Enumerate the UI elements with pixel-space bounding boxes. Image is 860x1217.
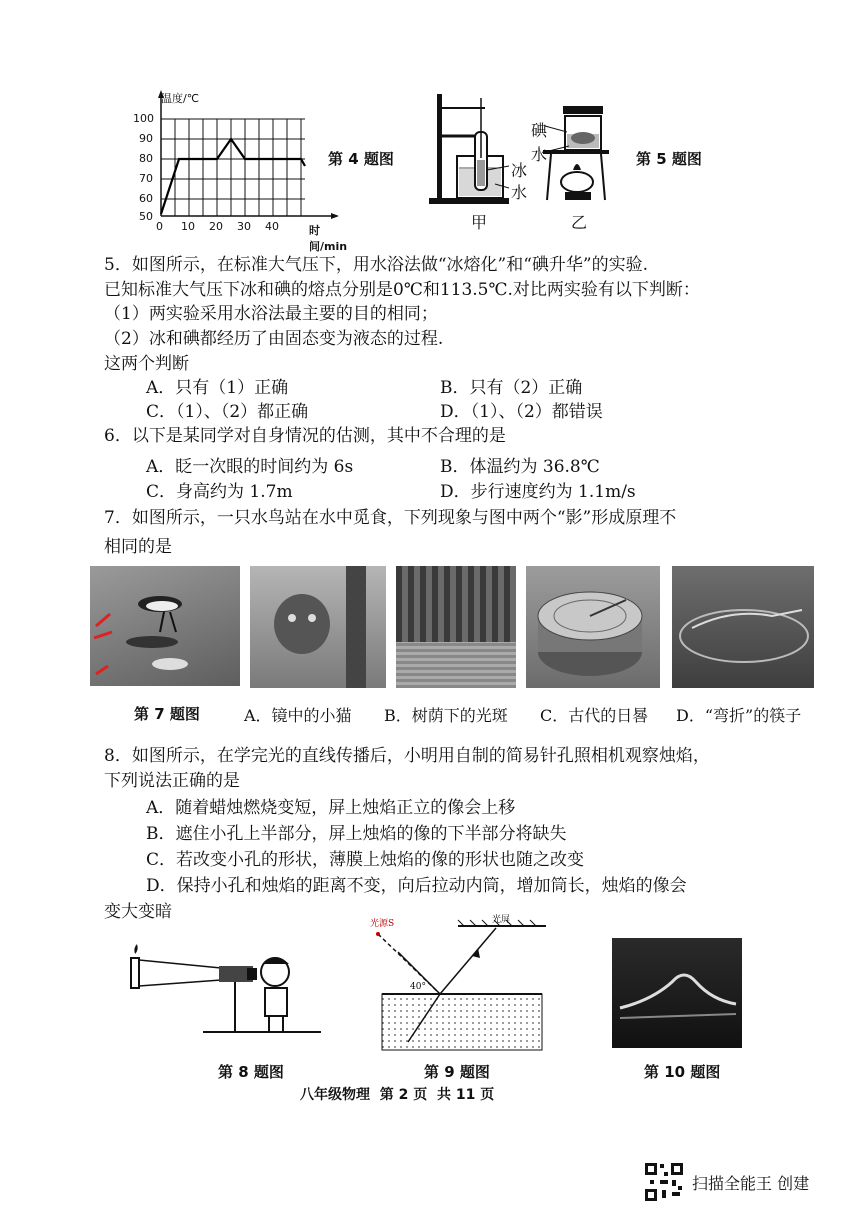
q5-line5: 这两个判断 <box>104 354 189 374</box>
q7-photo-d-bent-chopsticks <box>672 566 814 688</box>
q7-line2: 相同的是 <box>104 537 172 557</box>
q4-graph-svg <box>125 88 345 238</box>
q5-line2: 已知标准大气压下冰和碘的熔点分别是0℃和113.5℃.对比两实验有以下判断： <box>104 280 700 300</box>
q4-ytick-100: 100 <box>133 112 154 125</box>
q5-label-iodine: 碘 <box>531 121 548 140</box>
q4-ylabel: 温度/℃ <box>161 92 200 105</box>
q7-caption: 第 7 题图 <box>134 705 200 723</box>
q9-figure <box>368 912 548 1052</box>
q4-xtick-20: 20 <box>209 220 223 233</box>
q8-line2: 下列说法正确的是 <box>104 771 240 791</box>
q5-label-water-left: 水 <box>511 183 528 202</box>
q4-ytick-70: 70 <box>139 172 153 185</box>
q10-caption: 第 10 题图 <box>644 1063 721 1081</box>
q8-option-d-line2: 变大变暗 <box>104 902 172 922</box>
q5-option-a: A．只有（1）正确 <box>146 378 289 398</box>
q7-option-d: D．“弯折”的筷子 <box>676 706 802 725</box>
q4-xlabel: 时间/min <box>309 224 348 253</box>
q6-stem: 6．以下是某同学对自身情况的估测，其中不合理的是 <box>104 426 506 446</box>
q4-caption: 第 4 题图 <box>328 150 394 168</box>
q6-option-b: B．体温约为 36.8℃ <box>440 457 600 477</box>
q5-label-jia: 甲 <box>471 213 488 232</box>
q6-option-d: D．步行速度约为 1.1m/s <box>440 482 636 502</box>
q4-graph <box>125 88 348 253</box>
q8-line1: 8．如图所示，在学完光的直线传播后，小明用自制的简易针孔照相机观察烛焰， <box>104 746 710 766</box>
q5-line4: （2）冰和碘都经历了由固态变为液态的过程. <box>104 329 444 349</box>
q5-label-yi: 乙 <box>571 213 588 232</box>
q8-option-b: B．遮住小孔上半部分，屏上烛焰的像的下半部分将缺失 <box>146 824 567 844</box>
q7-line1: 7．如图所示，一只水鸟站在水中觅食，下列现象与图中两个“影”形成原理不 <box>104 508 677 528</box>
q4-xtick-40: 40 <box>265 220 279 233</box>
page-footer: 八年级物理 第 2 页 共 11 页 <box>300 1087 495 1103</box>
q5-option-c: C．（1）、（2）都正确 <box>146 402 309 422</box>
q9-caption: 第 9 题图 <box>424 1063 490 1081</box>
q5-option-d: D．（1）、（2）都错误 <box>440 402 603 422</box>
q7-photo-b-tree-shade <box>396 566 516 688</box>
q4-ytick-50: 50 <box>139 210 153 223</box>
q6-option-c: C．身高约为 1.7m <box>146 482 293 502</box>
q4-ytick-80: 80 <box>139 152 153 165</box>
q7-option-b: B．树荫下的光斑 <box>384 706 508 725</box>
q8-option-a: A．随着蜡烛燃烧变短，屏上烛焰正立的像会上移 <box>146 798 516 818</box>
q9-label-angle: 40° <box>410 982 426 992</box>
q5-line1: 5．如图所示，在标准大气压下，用水浴法做“冰熔化”和“碘升华”的实验. <box>104 255 648 275</box>
q5-caption: 第 5 题图 <box>636 150 702 168</box>
q5-label-ice: 冰 <box>511 161 528 180</box>
q4-ytick-90: 90 <box>139 132 153 145</box>
q7-photo-a-cat-mirror <box>250 566 386 688</box>
q5-apparatus <box>425 88 625 233</box>
q6-option-a: A．眨一次眼的时间约为 6s <box>146 457 354 477</box>
q7-option-a: A．镜中的小猫 <box>244 706 352 725</box>
q9-label-source: 光源S <box>370 919 395 929</box>
q5-option-b: B．只有（2）正确 <box>440 378 583 398</box>
q4-xtick-30: 30 <box>237 220 251 233</box>
qr-code-icon <box>644 1162 684 1202</box>
q8-caption: 第 8 题图 <box>218 1063 284 1081</box>
q8-option-c: C．若改变小孔的形状，薄膜上烛焰的像的形状也随之改变 <box>146 850 585 870</box>
q10-photo <box>612 938 742 1048</box>
q8-figure <box>125 942 325 1042</box>
q4-xtick-10: 10 <box>181 220 195 233</box>
scanner-watermark: 扫描全能王 创建 <box>692 1174 810 1193</box>
q4-xtick-0: 0 <box>156 220 163 233</box>
q5-label-water-right: 水 <box>531 145 548 164</box>
q9-label-screen: 光屏 <box>492 915 511 925</box>
q4-ytick-60: 60 <box>139 192 153 205</box>
q5-line3: （1）两实验采用水浴法最主要的目的相同； <box>104 304 438 324</box>
q8-option-d-line1: D．保持小孔和烛焰的距离不变，向后拉动内筒，增加筒长，烛焰的像会 <box>146 876 687 896</box>
q7-photo-c-sundial <box>526 566 660 688</box>
q7-option-c: C．古代的日晷 <box>540 706 649 725</box>
q7-photo-bird <box>90 566 240 686</box>
